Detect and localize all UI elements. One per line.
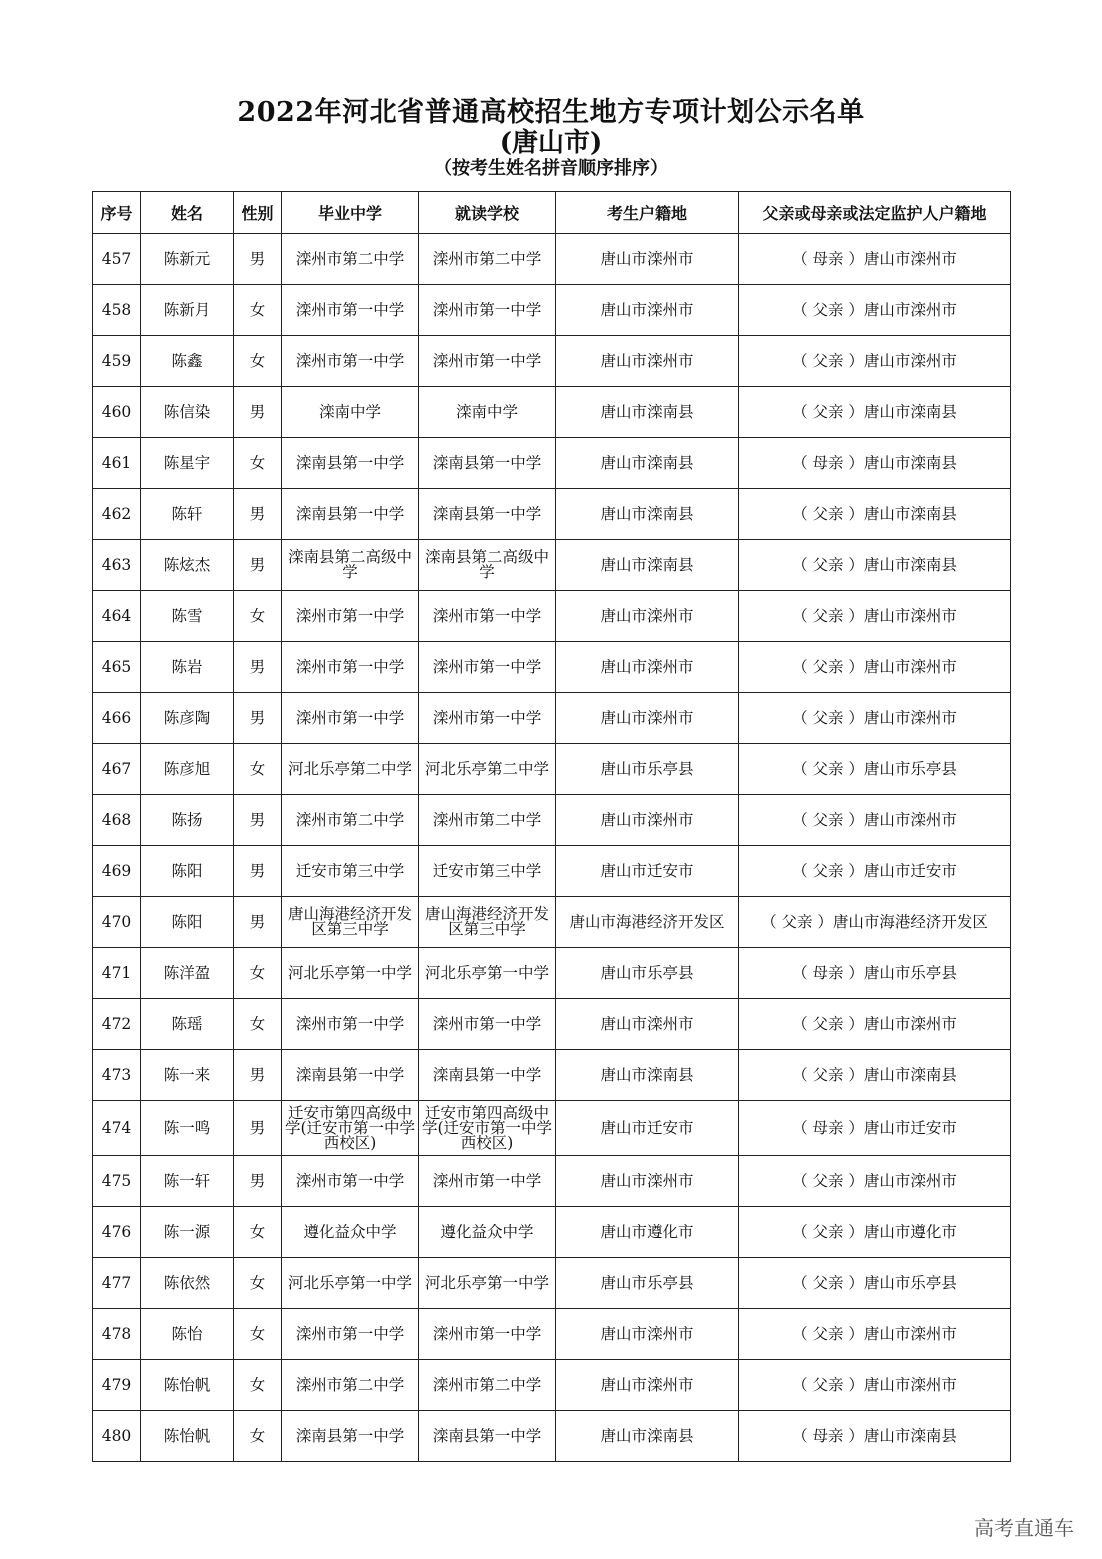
- cell-graduated-school: 滦州市第二中学: [282, 1360, 419, 1411]
- table-row: [93, 591, 1011, 642]
- cell-name: 陈鑫: [141, 336, 234, 387]
- cell-student-residence: 唐山市滦南县: [556, 1050, 739, 1101]
- cell-name: 陈怡帆: [141, 1360, 234, 1411]
- cell-current-school: 河北乐亭第二中学: [419, 744, 556, 795]
- cell-seq: 463: [93, 540, 141, 591]
- header-name: 姓名: [141, 192, 234, 234]
- cell-gender: 女: [234, 744, 282, 795]
- cell-gender: 男: [234, 387, 282, 438]
- cell-seq: 480: [93, 1411, 141, 1462]
- cell-guardian-residence: （ 母亲 ）唐山市滦南县: [739, 438, 1011, 489]
- table-row: [93, 1258, 1011, 1309]
- document-subtitle: (唐山市): [499, 128, 603, 158]
- cell-graduated-school: 迁安市第四高级中学(迁安市第一中学西校区): [282, 1101, 419, 1156]
- table-header-row: [93, 192, 1011, 234]
- cell-graduated-school: 滦州市第一中学: [282, 693, 419, 744]
- cell-student-residence: 唐山市滦南县: [556, 489, 739, 540]
- cell-seq: 472: [93, 999, 141, 1050]
- cell-student-residence: 唐山市滦南县: [556, 438, 739, 489]
- cell-seq: 474: [93, 1101, 141, 1156]
- cell-student-residence: 唐山市迁安市: [556, 846, 739, 897]
- table-row: [93, 1050, 1011, 1101]
- cell-seq: 464: [93, 591, 141, 642]
- cell-gender: 女: [234, 285, 282, 336]
- cell-name: 陈一源: [141, 1207, 234, 1258]
- cell-student-residence: 唐山市乐亭县: [556, 948, 739, 999]
- roster-table: [92, 191, 1011, 1462]
- cell-graduated-school: 滦州市第一中学: [282, 999, 419, 1050]
- table-row: [93, 897, 1011, 948]
- cell-seq: 471: [93, 948, 141, 999]
- cell-current-school: 滦州市第一中学: [419, 693, 556, 744]
- table-row: [93, 234, 1011, 285]
- cell-seq: 468: [93, 795, 141, 846]
- cell-guardian-residence: （ 父亲 ）唐山市滦州市: [739, 336, 1011, 387]
- cell-gender: 男: [234, 1101, 282, 1156]
- cell-graduated-school: 滦州市第一中学: [282, 285, 419, 336]
- cell-name: 陈一来: [141, 1050, 234, 1101]
- cell-gender: 男: [234, 540, 282, 591]
- cell-seq: 467: [93, 744, 141, 795]
- cell-name: 陈阳: [141, 846, 234, 897]
- header-graduated-school: 毕业中学: [282, 192, 419, 234]
- cell-guardian-residence: （ 母亲 ）唐山市迁安市: [739, 1101, 1011, 1156]
- cell-graduated-school: 滦州市第一中学: [282, 642, 419, 693]
- cell-name: 陈新元: [141, 234, 234, 285]
- table-row: [93, 1156, 1011, 1207]
- cell-seq: 477: [93, 1258, 141, 1309]
- cell-gender: 男: [234, 897, 282, 948]
- cell-student-residence: 唐山市滦南县: [556, 1411, 739, 1462]
- cell-seq: 470: [93, 897, 141, 948]
- cell-student-residence: 唐山市滦南县: [556, 540, 739, 591]
- cell-guardian-residence: （ 父亲 ）唐山市滦南县: [739, 489, 1011, 540]
- cell-graduated-school: 滦州市第一中学: [282, 591, 419, 642]
- cell-guardian-residence: （ 母亲 ）唐山市滦南县: [739, 1411, 1011, 1462]
- cell-graduated-school: 滦南县第一中学: [282, 489, 419, 540]
- cell-student-residence: 唐山市滦州市: [556, 693, 739, 744]
- cell-guardian-residence: （ 母亲 ）唐山市滦州市: [739, 234, 1011, 285]
- cell-student-residence: 唐山市乐亭县: [556, 744, 739, 795]
- cell-gender: 女: [234, 1258, 282, 1309]
- cell-name: 陈依然: [141, 1258, 234, 1309]
- cell-graduated-school: 河北乐亭第一中学: [282, 948, 419, 999]
- cell-name: 陈瑶: [141, 999, 234, 1050]
- cell-guardian-residence: （ 父亲 ）唐山市滦州市: [739, 1360, 1011, 1411]
- cell-gender: 女: [234, 999, 282, 1050]
- cell-seq: 465: [93, 642, 141, 693]
- table-row: [93, 1360, 1011, 1411]
- cell-graduated-school: 滦南县第二高级中学: [282, 540, 419, 591]
- cell-seq: 478: [93, 1309, 141, 1360]
- cell-current-school: 滦州市第一中学: [419, 285, 556, 336]
- cell-current-school: 滦南县第一中学: [419, 1411, 556, 1462]
- cell-current-school: 滦州市第一中学: [419, 1156, 556, 1207]
- cell-seq: 462: [93, 489, 141, 540]
- cell-name: 陈一鸣: [141, 1101, 234, 1156]
- cell-student-residence: 唐山市滦州市: [556, 1360, 739, 1411]
- cell-guardian-residence: （ 父亲 ）唐山市滦州市: [739, 693, 1011, 744]
- cell-current-school: 滦南县第一中学: [419, 438, 556, 489]
- cell-current-school: 河北乐亭第一中学: [419, 948, 556, 999]
- cell-guardian-residence: （ 父亲 ）唐山市海港经济开发区: [739, 897, 1011, 948]
- cell-guardian-residence: （ 父亲 ）唐山市滦州市: [739, 1309, 1011, 1360]
- cell-graduated-school: 河北乐亭第二中学: [282, 744, 419, 795]
- cell-name: 陈炫杰: [141, 540, 234, 591]
- cell-name: 陈怡帆: [141, 1411, 234, 1462]
- table-row: [93, 387, 1011, 438]
- cell-current-school: 滦州市第二中学: [419, 234, 556, 285]
- cell-seq: 461: [93, 438, 141, 489]
- cell-student-residence: 唐山市海港经济开发区: [556, 897, 739, 948]
- cell-current-school: 迁安市第三中学: [419, 846, 556, 897]
- cell-gender: 女: [234, 1207, 282, 1258]
- cell-current-school: 滦州市第一中学: [419, 1309, 556, 1360]
- cell-graduated-school: 滦州市第二中学: [282, 234, 419, 285]
- table-row: [93, 999, 1011, 1050]
- cell-name: 陈彦陶: [141, 693, 234, 744]
- cell-seq: 460: [93, 387, 141, 438]
- cell-seq: 459: [93, 336, 141, 387]
- cell-seq: 476: [93, 1207, 141, 1258]
- cell-graduated-school: 滦州市第一中学: [282, 336, 419, 387]
- cell-gender: 男: [234, 1156, 282, 1207]
- cell-current-school: 滦南县第二高级中学: [419, 540, 556, 591]
- cell-student-residence: 唐山市滦州市: [556, 1156, 739, 1207]
- table-row: [93, 540, 1011, 591]
- table-row: [93, 438, 1011, 489]
- cell-name: 陈彦旭: [141, 744, 234, 795]
- watermark: 高考直通车: [974, 1516, 1074, 1540]
- cell-graduated-school: 滦南县第一中学: [282, 438, 419, 489]
- cell-guardian-residence: （ 父亲 ）唐山市滦南县: [739, 387, 1011, 438]
- table-row: [93, 1309, 1011, 1360]
- cell-current-school: 滦州市第二中学: [419, 1360, 556, 1411]
- cell-current-school: 滦州市第一中学: [419, 591, 556, 642]
- cell-seq: 458: [93, 285, 141, 336]
- cell-current-school: 滦南县第一中学: [419, 489, 556, 540]
- cell-current-school: 河北乐亭第一中学: [419, 1258, 556, 1309]
- cell-guardian-residence: （ 父亲 ）唐山市乐亭县: [739, 1258, 1011, 1309]
- cell-graduated-school: 唐山海港经济开发区第三中学: [282, 897, 419, 948]
- cell-graduated-school: 滦州市第一中学: [282, 1309, 419, 1360]
- cell-graduated-school: 滦州市第一中学: [282, 1156, 419, 1207]
- cell-guardian-residence: （ 父亲 ）唐山市滦州市: [739, 642, 1011, 693]
- cell-name: 陈扬: [141, 795, 234, 846]
- cell-student-residence: 唐山市滦州市: [556, 336, 739, 387]
- cell-name: 陈星宇: [141, 438, 234, 489]
- cell-seq: 473: [93, 1050, 141, 1101]
- cell-name: 陈新月: [141, 285, 234, 336]
- cell-name: 陈信染: [141, 387, 234, 438]
- cell-student-residence: 唐山市遵化市: [556, 1207, 739, 1258]
- cell-student-residence: 唐山市滦州市: [556, 795, 739, 846]
- cell-current-school: 滦州市第一中学: [419, 336, 556, 387]
- cell-gender: 男: [234, 693, 282, 744]
- cell-student-residence: 唐山市迁安市: [556, 1101, 739, 1156]
- cell-graduated-school: 滦南县第一中学: [282, 1411, 419, 1462]
- cell-seq: 475: [93, 1156, 141, 1207]
- cell-name: 陈洋盈: [141, 948, 234, 999]
- cell-gender: 男: [234, 642, 282, 693]
- table-row: [93, 846, 1011, 897]
- cell-seq: 469: [93, 846, 141, 897]
- cell-current-school: 滦州市第二中学: [419, 795, 556, 846]
- cell-current-school: 遵化益众中学: [419, 1207, 556, 1258]
- cell-gender: 女: [234, 1411, 282, 1462]
- cell-guardian-residence: （ 母亲 ）唐山市乐亭县: [739, 948, 1011, 999]
- cell-seq: 457: [93, 234, 141, 285]
- table-row: [93, 642, 1011, 693]
- header-gender: 性别: [234, 192, 282, 234]
- cell-guardian-residence: （ 父亲 ）唐山市滦州市: [739, 1156, 1011, 1207]
- cell-gender: 男: [234, 795, 282, 846]
- cell-graduated-school: 遵化益众中学: [282, 1207, 419, 1258]
- cell-graduated-school: 滦南县第一中学: [282, 1050, 419, 1101]
- cell-student-residence: 唐山市滦州市: [556, 1309, 739, 1360]
- cell-guardian-residence: （ 父亲 ）唐山市滦南县: [739, 540, 1011, 591]
- cell-name: 陈雪: [141, 591, 234, 642]
- cell-gender: 女: [234, 1309, 282, 1360]
- cell-current-school: 唐山海港经济开发区第三中学: [419, 897, 556, 948]
- table-row: [93, 795, 1011, 846]
- table-row: [93, 1207, 1011, 1258]
- cell-name: 陈怡: [141, 1309, 234, 1360]
- header-student-residence: 考生户籍地: [556, 192, 739, 234]
- cell-student-residence: 唐山市滦州市: [556, 642, 739, 693]
- table-row: [93, 489, 1011, 540]
- cell-gender: 男: [234, 234, 282, 285]
- cell-student-residence: 唐山市滦州市: [556, 285, 739, 336]
- cell-student-residence: 唐山市滦南县: [556, 387, 739, 438]
- cell-current-school: 滦南中学: [419, 387, 556, 438]
- cell-gender: 男: [234, 846, 282, 897]
- table-row: [93, 693, 1011, 744]
- cell-guardian-residence: （ 父亲 ）唐山市遵化市: [739, 1207, 1011, 1258]
- table-row: [93, 336, 1011, 387]
- cell-gender: 女: [234, 1360, 282, 1411]
- cell-graduated-school: 滦南中学: [282, 387, 419, 438]
- cell-seq: 479: [93, 1360, 141, 1411]
- cell-guardian-residence: （ 父亲 ）唐山市滦南县: [739, 1050, 1011, 1101]
- cell-student-residence: 唐山市滦州市: [556, 591, 739, 642]
- cell-name: 陈轩: [141, 489, 234, 540]
- cell-gender: 女: [234, 438, 282, 489]
- cell-guardian-residence: （ 父亲 ）唐山市滦州市: [739, 795, 1011, 846]
- header-seq: 序号: [93, 192, 141, 234]
- cell-guardian-residence: （ 父亲 ）唐山市乐亭县: [739, 744, 1011, 795]
- cell-gender: 女: [234, 591, 282, 642]
- sort-note: （按考生姓名拼音顺序排序）: [434, 158, 668, 179]
- cell-student-residence: 唐山市滦州市: [556, 234, 739, 285]
- cell-guardian-residence: （ 父亲 ）唐山市滦州市: [739, 591, 1011, 642]
- cell-name: 陈阳: [141, 897, 234, 948]
- cell-gender: 男: [234, 1050, 282, 1101]
- cell-student-residence: 唐山市乐亭县: [556, 1258, 739, 1309]
- table-row: [93, 285, 1011, 336]
- cell-guardian-residence: （ 父亲 ）唐山市滦州市: [739, 285, 1011, 336]
- table-row: [93, 1101, 1011, 1156]
- table-row: [93, 744, 1011, 795]
- cell-graduated-school: 河北乐亭第一中学: [282, 1258, 419, 1309]
- cell-current-school: 滦州市第一中学: [419, 999, 556, 1050]
- document-title: 2022年河北省普通高校招生地方专项计划公示名单: [237, 97, 865, 128]
- cell-name: 陈一轩: [141, 1156, 234, 1207]
- cell-current-school: 滦州市第一中学: [419, 642, 556, 693]
- table-row: [93, 1411, 1011, 1462]
- table-row: [93, 948, 1011, 999]
- header-guardian-residence: 父亲或母亲或法定监护人户籍地: [739, 192, 1011, 234]
- cell-gender: 女: [234, 948, 282, 999]
- cell-seq: 466: [93, 693, 141, 744]
- cell-guardian-residence: （ 父亲 ）唐山市滦州市: [739, 999, 1011, 1050]
- cell-gender: 男: [234, 489, 282, 540]
- cell-gender: 女: [234, 336, 282, 387]
- cell-current-school: 滦南县第一中学: [419, 1050, 556, 1101]
- cell-name: 陈岩: [141, 642, 234, 693]
- cell-graduated-school: 迁安市第三中学: [282, 846, 419, 897]
- table-body: [93, 234, 1011, 1462]
- cell-current-school: 迁安市第四高级中学(迁安市第一中学西校区): [419, 1101, 556, 1156]
- cell-student-residence: 唐山市滦州市: [556, 999, 739, 1050]
- header-current-school: 就读学校: [419, 192, 556, 234]
- cell-graduated-school: 滦州市第二中学: [282, 795, 419, 846]
- cell-guardian-residence: （ 父亲 ）唐山市迁安市: [739, 846, 1011, 897]
